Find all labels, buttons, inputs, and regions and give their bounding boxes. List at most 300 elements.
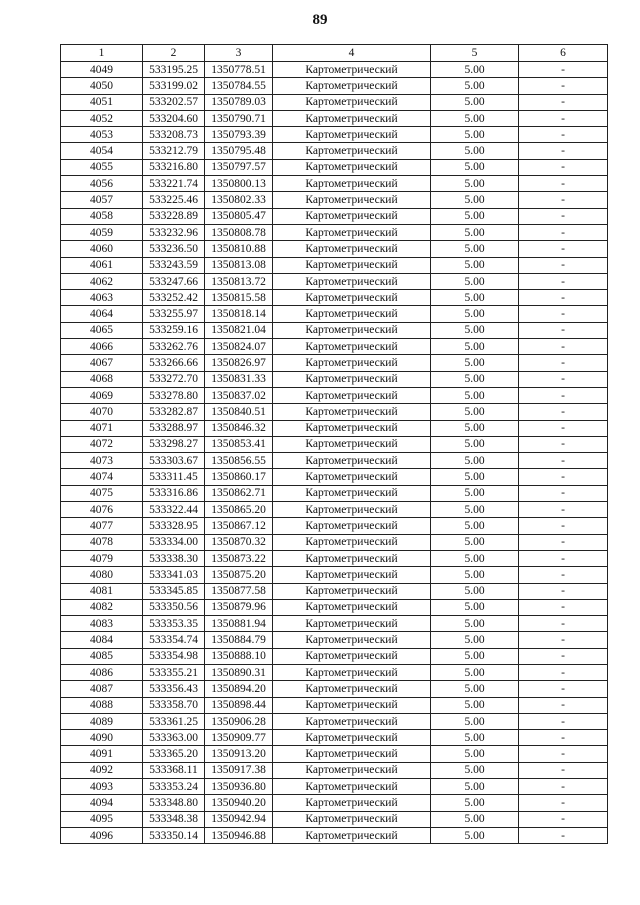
table-row	[61, 404, 608, 420]
table-row	[61, 143, 608, 159]
table-cell: Картометрический	[273, 127, 431, 143]
table-cell: 1350813.08	[205, 257, 273, 273]
table-cell: 1350870.32	[205, 534, 273, 550]
table-cell: Картометрический	[273, 795, 431, 811]
table-cell: 533334.00	[143, 534, 205, 550]
table-cell: -	[519, 681, 608, 697]
table-cell: 4051	[61, 94, 143, 110]
table-row	[61, 616, 608, 632]
table-cell: 533195.25	[143, 62, 205, 78]
table-cell: Картометрический	[273, 779, 431, 795]
table-cell: 1350853.41	[205, 436, 273, 452]
table-cell: -	[519, 436, 608, 452]
table-cell: 4078	[61, 534, 143, 550]
table-cell: 4090	[61, 730, 143, 746]
table-cell: 1350879.96	[205, 599, 273, 615]
table-cell: 4055	[61, 159, 143, 175]
table-cell: Картометрический	[273, 550, 431, 566]
table-cell: Картометрический	[273, 599, 431, 615]
table-cell: -	[519, 453, 608, 469]
table-cell: Картометрический	[273, 746, 431, 762]
table-cell: 533252.42	[143, 290, 205, 306]
table-cell: -	[519, 78, 608, 94]
table-row	[61, 192, 608, 208]
table-cell: Картометрический	[273, 94, 431, 110]
table-cell: 533208.73	[143, 127, 205, 143]
table-cell: 1350898.44	[205, 697, 273, 713]
table-cell: Картометрический	[273, 339, 431, 355]
table-cell: -	[519, 339, 608, 355]
table-cell: 1350906.28	[205, 713, 273, 729]
table-cell: -	[519, 143, 608, 159]
table-cell: -	[519, 664, 608, 680]
table-row	[61, 550, 608, 566]
table-cell: 4063	[61, 290, 143, 306]
table-cell: Картометрический	[273, 192, 431, 208]
table-cell: 1350865.20	[205, 502, 273, 518]
table-cell: Картометрический	[273, 306, 431, 322]
table-cell: -	[519, 273, 608, 289]
table-cell: -	[519, 355, 608, 371]
table-cell: -	[519, 485, 608, 501]
table-cell: 1350946.88	[205, 827, 273, 843]
table-cell: 533259.16	[143, 322, 205, 338]
table-cell: 1350890.31	[205, 664, 273, 680]
table-cell: 1350862.71	[205, 485, 273, 501]
table-cell: 4066	[61, 339, 143, 355]
table-cell: 4077	[61, 518, 143, 534]
table-row	[61, 241, 608, 257]
table-cell: 5.00	[431, 78, 519, 94]
table-cell: 5.00	[431, 192, 519, 208]
table-cell: 4068	[61, 371, 143, 387]
table-cell: 533225.46	[143, 192, 205, 208]
column-header: 2	[143, 45, 205, 62]
table-cell: 1350875.20	[205, 567, 273, 583]
table-cell: 5.00	[431, 583, 519, 599]
table-cell: 4067	[61, 355, 143, 371]
table-cell: 5.00	[431, 616, 519, 632]
table-cell: 533288.97	[143, 420, 205, 436]
table-cell: 1350913.20	[205, 746, 273, 762]
table-cell: Картометрический	[273, 648, 431, 664]
table-cell: 1350831.33	[205, 371, 273, 387]
table-cell: 5.00	[431, 681, 519, 697]
table-cell: 533221.74	[143, 176, 205, 192]
table-cell: -	[519, 127, 608, 143]
table-cell: Картометрический	[273, 208, 431, 224]
table-cell: Картометрический	[273, 502, 431, 518]
table-cell: 533354.74	[143, 632, 205, 648]
column-header: 3	[205, 45, 273, 62]
table-row	[61, 811, 608, 827]
table-cell: 533202.57	[143, 94, 205, 110]
table-cell: -	[519, 567, 608, 583]
table-row	[61, 387, 608, 403]
table-cell: 533348.38	[143, 811, 205, 827]
table-cell: 1350784.55	[205, 78, 273, 94]
table-row	[61, 176, 608, 192]
table-cell: 4093	[61, 779, 143, 795]
table-cell: 533216.80	[143, 159, 205, 175]
table-cell: 4086	[61, 664, 143, 680]
table-cell: 4096	[61, 827, 143, 843]
table-cell: Картометрический	[273, 534, 431, 550]
table-row	[61, 127, 608, 143]
table-cell: 4088	[61, 697, 143, 713]
table-cell: 5.00	[431, 404, 519, 420]
table-cell: -	[519, 697, 608, 713]
table-cell: 533272.70	[143, 371, 205, 387]
table-cell: 533282.87	[143, 404, 205, 420]
table-cell: 1350813.72	[205, 273, 273, 289]
table-cell: Картометрический	[273, 420, 431, 436]
table-cell: 5.00	[431, 110, 519, 126]
table-cell: Картометрический	[273, 322, 431, 338]
table-row	[61, 567, 608, 583]
table-cell: 5.00	[431, 762, 519, 778]
table-cell: 533358.70	[143, 697, 205, 713]
table-cell: 1350805.47	[205, 208, 273, 224]
table-cell: -	[519, 632, 608, 648]
table-cell: 5.00	[431, 159, 519, 175]
table-cell: 533266.66	[143, 355, 205, 371]
table-cell: 4049	[61, 62, 143, 78]
table-cell: 533311.45	[143, 469, 205, 485]
table-cell: 1350894.20	[205, 681, 273, 697]
table-cell: 1350909.77	[205, 730, 273, 746]
table-cell: 5.00	[431, 273, 519, 289]
table-cell: 1350802.33	[205, 192, 273, 208]
table-cell: Картометрический	[273, 664, 431, 680]
table-cell: 5.00	[431, 420, 519, 436]
table-cell: 533353.35	[143, 616, 205, 632]
table-row	[61, 779, 608, 795]
table-row	[61, 762, 608, 778]
table-cell: 5.00	[431, 322, 519, 338]
table-cell: 4071	[61, 420, 143, 436]
table-cell: -	[519, 257, 608, 273]
table-cell: 533298.27	[143, 436, 205, 452]
table-cell: -	[519, 599, 608, 615]
table-row	[61, 485, 608, 501]
table-cell: 5.00	[431, 779, 519, 795]
table-cell: 4089	[61, 713, 143, 729]
table-cell: 4080	[61, 567, 143, 583]
table-cell: 4056	[61, 176, 143, 192]
table-cell: 5.00	[431, 632, 519, 648]
table-cell: 1350795.48	[205, 143, 273, 159]
table-cell: Картометрический	[273, 159, 431, 175]
table-cell: 4073	[61, 453, 143, 469]
table-cell: 4058	[61, 208, 143, 224]
table-cell: 5.00	[431, 518, 519, 534]
table-cell: 533232.96	[143, 224, 205, 240]
table-cell: 533204.60	[143, 110, 205, 126]
table-cell: 5.00	[431, 176, 519, 192]
table-cell: 5.00	[431, 697, 519, 713]
table-cell: -	[519, 534, 608, 550]
table-cell: 1350789.03	[205, 94, 273, 110]
table-cell: Картометрический	[273, 583, 431, 599]
table-row	[61, 420, 608, 436]
table-cell: 4072	[61, 436, 143, 452]
table-cell: 1350877.58	[205, 583, 273, 599]
table-cell: Картометрический	[273, 290, 431, 306]
table-cell: -	[519, 62, 608, 78]
table-cell: 5.00	[431, 746, 519, 762]
table-cell: 4053	[61, 127, 143, 143]
table-cell: 5.00	[431, 127, 519, 143]
table-cell: 4075	[61, 485, 143, 501]
table-cell: Картометрический	[273, 518, 431, 534]
table-cell: 4064	[61, 306, 143, 322]
table-cell: -	[519, 583, 608, 599]
table-cell: 5.00	[431, 485, 519, 501]
table-cell: 1350790.71	[205, 110, 273, 126]
table-header-row	[61, 45, 608, 62]
table-cell: 4070	[61, 404, 143, 420]
table-cell: 5.00	[431, 62, 519, 78]
table-cell: 5.00	[431, 387, 519, 403]
table-cell: -	[519, 827, 608, 843]
table-cell: 533354.98	[143, 648, 205, 664]
table-cell: 533262.76	[143, 339, 205, 355]
table-row	[61, 534, 608, 550]
table-row	[61, 469, 608, 485]
table-cell: -	[519, 110, 608, 126]
table-body	[61, 62, 608, 844]
table-cell: 4079	[61, 550, 143, 566]
table-cell: 5.00	[431, 453, 519, 469]
table-cell: 5.00	[431, 257, 519, 273]
table-row	[61, 290, 608, 306]
table-cell: Картометрический	[273, 176, 431, 192]
table-cell: 4083	[61, 616, 143, 632]
table-cell: 1350815.58	[205, 290, 273, 306]
table-cell: 5.00	[431, 502, 519, 518]
table-cell: 4060	[61, 241, 143, 257]
table-cell: -	[519, 616, 608, 632]
table-cell: -	[519, 762, 608, 778]
table-cell: -	[519, 371, 608, 387]
table-row	[61, 453, 608, 469]
table-cell: 5.00	[431, 664, 519, 680]
table-row	[61, 746, 608, 762]
table-cell: 4057	[61, 192, 143, 208]
table-cell: 5.00	[431, 143, 519, 159]
table-cell: 5.00	[431, 811, 519, 827]
table-cell: -	[519, 224, 608, 240]
table-cell: 533363.00	[143, 730, 205, 746]
table-cell: 4050	[61, 78, 143, 94]
table-cell: 533228.89	[143, 208, 205, 224]
table-cell: 533303.67	[143, 453, 205, 469]
table-row	[61, 371, 608, 387]
table-cell: 533341.03	[143, 567, 205, 583]
table-cell: 1350840.51	[205, 404, 273, 420]
table-row	[61, 502, 608, 518]
table-cell: -	[519, 795, 608, 811]
table-row	[61, 78, 608, 94]
table-row	[61, 224, 608, 240]
column-header: 5	[431, 45, 519, 62]
table-cell: 533350.14	[143, 827, 205, 843]
table-cell: 4052	[61, 110, 143, 126]
table-cell: 533353.24	[143, 779, 205, 795]
table-row	[61, 94, 608, 110]
table-cell: -	[519, 404, 608, 420]
table-cell: 1350837.02	[205, 387, 273, 403]
table-cell: 5.00	[431, 827, 519, 843]
table-cell: 4081	[61, 583, 143, 599]
table-row	[61, 648, 608, 664]
table-cell: 4087	[61, 681, 143, 697]
table-row	[61, 518, 608, 534]
table-row	[61, 697, 608, 713]
table-row	[61, 436, 608, 452]
table-cell: -	[519, 94, 608, 110]
table-cell: 1350888.10	[205, 648, 273, 664]
table-cell: Картометрический	[273, 762, 431, 778]
table-cell: Картометрический	[273, 730, 431, 746]
table-row	[61, 681, 608, 697]
table-cell: Картометрический	[273, 257, 431, 273]
table-cell: 4091	[61, 746, 143, 762]
table-cell: -	[519, 387, 608, 403]
table-cell: 1350873.22	[205, 550, 273, 566]
table-cell: 5.00	[431, 713, 519, 729]
table-row	[61, 62, 608, 78]
table-cell: 1350824.07	[205, 339, 273, 355]
table-cell: 5.00	[431, 795, 519, 811]
table-row	[61, 583, 608, 599]
table-cell: 4095	[61, 811, 143, 827]
table-cell: 4094	[61, 795, 143, 811]
table-cell: 533350.56	[143, 599, 205, 615]
table-cell: 5.00	[431, 208, 519, 224]
table-cell: -	[519, 713, 608, 729]
table-cell: Картометрический	[273, 436, 431, 452]
table-cell: 4085	[61, 648, 143, 664]
table-cell: 4084	[61, 632, 143, 648]
table-cell: 5.00	[431, 241, 519, 257]
table-cell: 4065	[61, 322, 143, 338]
table-cell: 533328.95	[143, 518, 205, 534]
table-cell: 5.00	[431, 436, 519, 452]
table-row	[61, 208, 608, 224]
table-row	[61, 713, 608, 729]
table-cell: 4082	[61, 599, 143, 615]
table-cell: 5.00	[431, 224, 519, 240]
table-cell: Картометрический	[273, 143, 431, 159]
table-cell: 1350940.20	[205, 795, 273, 811]
table-cell: Картометрический	[273, 224, 431, 240]
table-cell: Картометрический	[273, 62, 431, 78]
table-cell: 533236.50	[143, 241, 205, 257]
table-cell: -	[519, 192, 608, 208]
table-cell: -	[519, 306, 608, 322]
table-row	[61, 159, 608, 175]
table-cell: 4076	[61, 502, 143, 518]
table-cell: 533322.44	[143, 502, 205, 518]
table-cell: 4061	[61, 257, 143, 273]
table-cell: 4074	[61, 469, 143, 485]
table-cell: 4062	[61, 273, 143, 289]
table-cell: 533348.80	[143, 795, 205, 811]
table-cell: 5.00	[431, 534, 519, 550]
table-cell: 533338.30	[143, 550, 205, 566]
table-cell: 1350797.57	[205, 159, 273, 175]
table-cell: 1350884.79	[205, 632, 273, 648]
table-row	[61, 599, 608, 615]
table-cell: 1350818.14	[205, 306, 273, 322]
table-cell: 1350942.94	[205, 811, 273, 827]
table-cell: 1350856.55	[205, 453, 273, 469]
table-cell: 5.00	[431, 648, 519, 664]
table-cell: 1350826.97	[205, 355, 273, 371]
table-row	[61, 795, 608, 811]
table-cell: 533368.11	[143, 762, 205, 778]
table-cell: -	[519, 420, 608, 436]
table-cell: Картометрический	[273, 387, 431, 403]
table-cell: Картометрический	[273, 827, 431, 843]
table-cell: 1350881.94	[205, 616, 273, 632]
table-cell: 4092	[61, 762, 143, 778]
table-cell: 533255.97	[143, 306, 205, 322]
table-cell: -	[519, 322, 608, 338]
table-cell: 533345.85	[143, 583, 205, 599]
table-cell: Картометрический	[273, 469, 431, 485]
column-header: 4	[273, 45, 431, 62]
table-row	[61, 632, 608, 648]
table-row	[61, 273, 608, 289]
table-row	[61, 257, 608, 273]
table-cell: Картометрический	[273, 567, 431, 583]
table-cell: Картометрический	[273, 273, 431, 289]
table-cell: 1350867.12	[205, 518, 273, 534]
table-row	[61, 664, 608, 680]
table-cell: 533247.66	[143, 273, 205, 289]
table-cell: Картометрический	[273, 485, 431, 501]
table-cell: -	[519, 730, 608, 746]
table-cell: 533361.25	[143, 713, 205, 729]
table-cell: Картометрический	[273, 453, 431, 469]
table-cell: -	[519, 469, 608, 485]
table-cell: -	[519, 159, 608, 175]
table-cell: 5.00	[431, 355, 519, 371]
table-cell: -	[519, 811, 608, 827]
table-cell: 1350846.32	[205, 420, 273, 436]
table-cell: 1350778.51	[205, 62, 273, 78]
table-cell: 533356.43	[143, 681, 205, 697]
table-cell: -	[519, 648, 608, 664]
table-cell: 1350793.39	[205, 127, 273, 143]
table-cell: 4059	[61, 224, 143, 240]
table-cell: -	[519, 779, 608, 795]
table-cell: Картометрический	[273, 110, 431, 126]
table-cell: Картометрический	[273, 78, 431, 94]
table-cell: Картометрический	[273, 681, 431, 697]
table-cell: -	[519, 176, 608, 192]
table-cell: 5.00	[431, 730, 519, 746]
table-cell: 5.00	[431, 306, 519, 322]
page-number: 89	[312, 12, 328, 28]
table-cell: 533212.79	[143, 143, 205, 159]
table-cell: Картометрический	[273, 632, 431, 648]
table-row	[61, 339, 608, 355]
table-cell: -	[519, 746, 608, 762]
